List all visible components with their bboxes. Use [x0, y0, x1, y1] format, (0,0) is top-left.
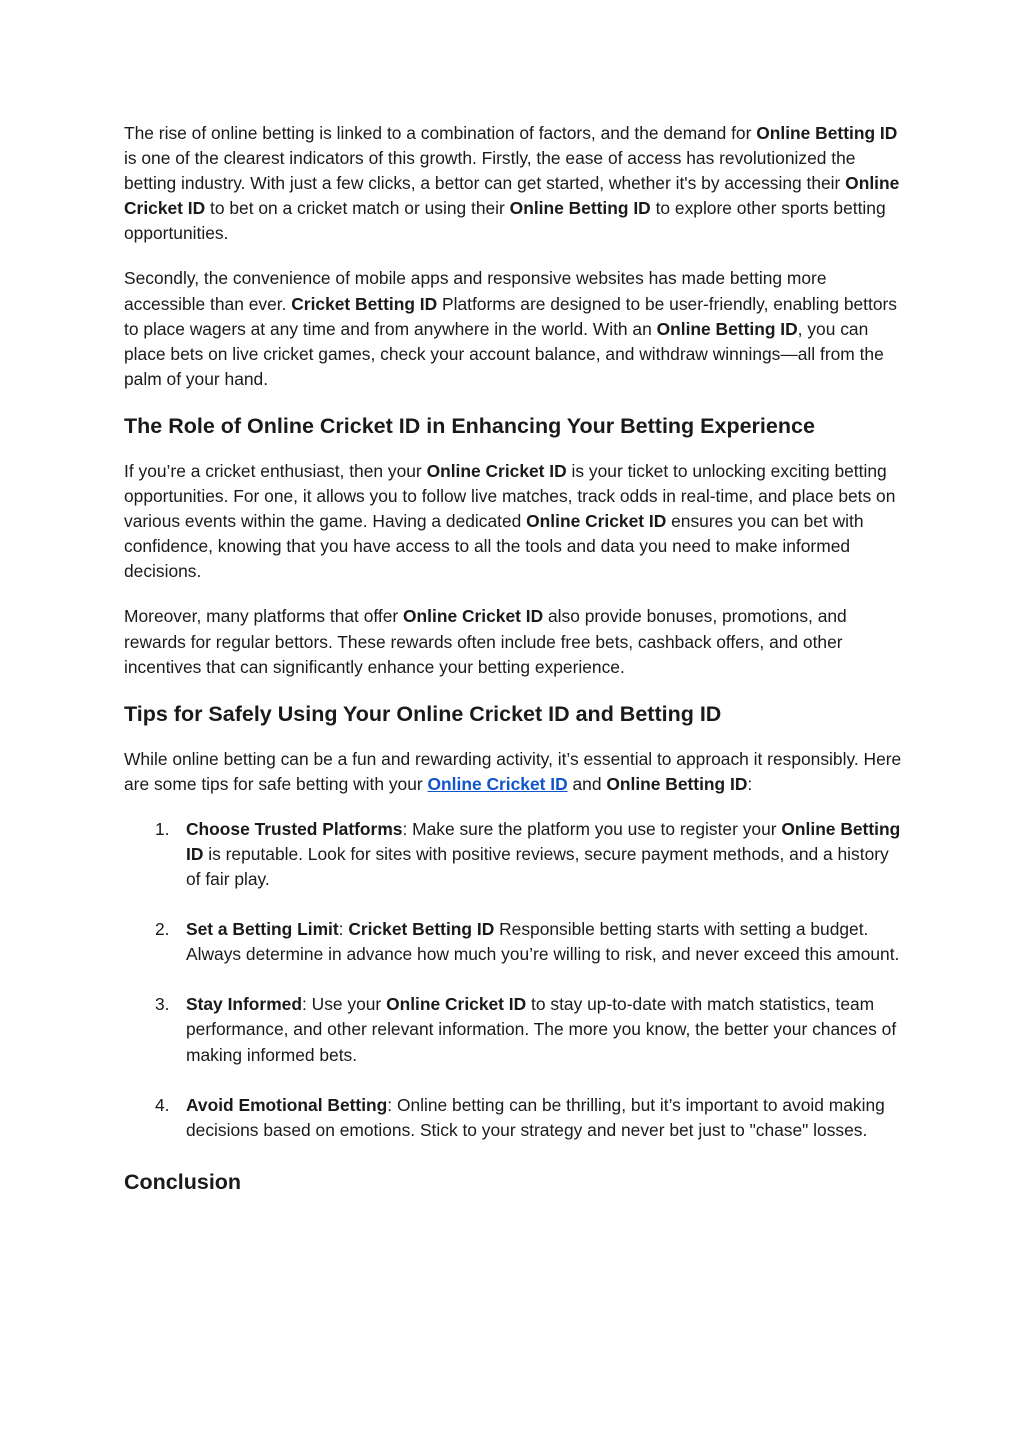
bold-term: Cricket Betting ID: [291, 293, 438, 314]
text-run: Platforms are designed to be user-friendly, enabling bettors to place wagers at any time and from anywhere in the world. With an: [124, 293, 897, 339]
tips-list: [124, 817, 904, 1143]
bold-term: Online Betting ID: [656, 318, 798, 339]
bold-term: Online Betting ID: [186, 818, 901, 864]
text-run: The rise of online betting is linked to a combination of factors, and the demand for: [124, 123, 757, 143]
list-item: [124, 1093, 904, 1143]
bold-term: Online Cricket ID: [426, 460, 567, 481]
text-run: and: [567, 773, 607, 794]
text-run: is your ticket to unlocking exciting betting opportunities. For one, it allows you to follow live matches, track odds in real-time, and place bets on various events within the game. Having a dedicated: [124, 460, 896, 532]
bold-term: Cricket Betting ID: [348, 919, 495, 940]
list-item: [124, 917, 904, 967]
text-run: While online betting can be a fun and rewarding activity, it’s essential to approach it responsibly. Here are some tips for safe betting with your: [124, 748, 902, 794]
tip-title: Set a Betting Limit: [186, 919, 339, 940]
section-heading-role: The Role of Online Cricket ID in Enhancing Your Betting Experience: [124, 413, 815, 438]
text-run: :: [338, 919, 349, 940]
bold-term: Online Cricket ID: [124, 173, 900, 219]
tip-title: Stay Informed: [186, 994, 302, 1015]
text-run: to stay up-to-date with match statistics, team performance, and other relevant information. The more you know, the better your chances of making informed bets.: [186, 994, 897, 1065]
text-run: , you can place bets on live cricket games, check your account balance, and withdraw winnings—all from the palm of your hand.: [124, 318, 884, 389]
online-cricket-id-link[interactable]: Online Cricket ID: [427, 773, 568, 794]
text-run: also provide bonuses, promotions, and rewards for regular bettors. These rewards often include free bets, cashback offers, and other incentives that can significantly enhance your betting experience.: [124, 606, 847, 677]
bold-term: Online Betting ID: [606, 773, 748, 794]
bold-term: Online Betting ID: [756, 123, 898, 143]
paragraph-bonuses: [124, 604, 904, 679]
bold-term: Online Cricket ID: [526, 511, 667, 532]
bold-term: Online Cricket ID: [386, 994, 527, 1015]
text-run: Moreover, many platforms that offer: [124, 606, 404, 627]
list-number: 2.: [155, 919, 170, 940]
list-number: 1.: [155, 818, 170, 839]
bold-term: Online Betting ID: [509, 198, 651, 219]
text-run: to explore other sports betting opportunities.: [124, 198, 886, 244]
paragraph-intro: [124, 121, 904, 246]
list-number: 3.: [155, 994, 170, 1015]
bold-term: Online Cricket ID: [403, 606, 544, 627]
paragraph-convenience: [124, 266, 904, 391]
list-item: [124, 817, 904, 892]
text-run: :: [747, 773, 753, 794]
text-run: : Make sure the platform you use to register your: [402, 818, 782, 839]
text-run: If you’re a cricket enthusiast, then your: [124, 460, 427, 481]
list-number: 4.: [155, 1094, 170, 1115]
text-run: ensures you can bet with confidence, knowing that you have access to all the tools and data you need to make informed decisions.: [124, 511, 864, 582]
text-run: : Online betting can be thrilling, but it’s important to avoid making decisions based on emotions. Stick to your strategy and never bet just to "chase" losses.: [186, 1094, 885, 1140]
text-run: : Use your: [301, 994, 387, 1015]
tip-title: Choose Trusted Platforms: [186, 818, 403, 839]
section-heading-tips: Tips for Safely Using Your Online Cricket ID and Betting ID: [124, 701, 722, 726]
tip-title: Avoid Emotional Betting: [186, 1094, 388, 1115]
document-body: [124, 121, 904, 1196]
paragraph-tips-intro: [124, 747, 904, 797]
paragraph-enthusiast: [124, 459, 904, 584]
text-run: Secondly, the convenience of mobile apps and responsive websites has made betting more accessible than ever.: [124, 268, 827, 314]
text-run: to bet on a cricket match or using their: [205, 198, 510, 219]
text-run: Responsible betting starts with setting a budget. Always determine in advance how much you’re willing to risk, and never exceed this amount.: [186, 919, 900, 965]
section-heading-conclusion: Conclusion: [124, 1169, 242, 1194]
list-item: [124, 992, 904, 1067]
text-run: is reputable. Look for sites with positive reviews, secure payment methods, and a history of fair play.: [186, 843, 889, 890]
text-run: is one of the clearest indicators of this growth. Firstly, the ease of access has revolutionized the betting industry. With just a few clicks, a bettor can get started, whether it's by accessing their: [124, 148, 856, 194]
